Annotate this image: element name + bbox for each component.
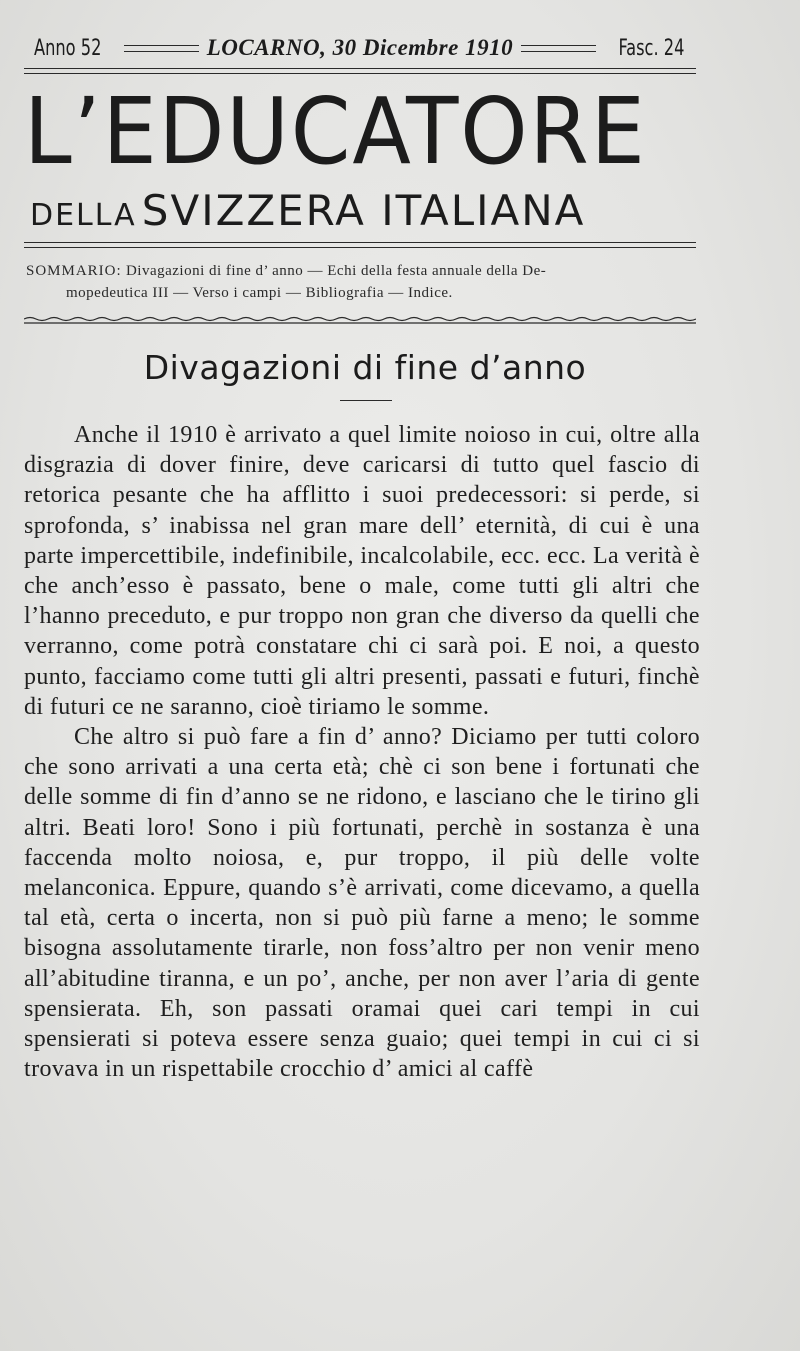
- summary-line-1: Divagazioni di fine d’ anno — Echi della festa annuale della De-: [125, 263, 547, 279]
- place-date: LOCARNO, 30 Dicembre 1910: [206, 35, 514, 60]
- journal-subtitle: [30, 186, 710, 235]
- summary-line-2: mopedeutica III — Verso i campi — Bibliografia — Indice.: [66, 285, 453, 301]
- title-underline: [340, 400, 392, 401]
- masthead-dash-left: [124, 45, 199, 52]
- table-of-contents: [26, 260, 698, 304]
- journal-title: L’EDUCATORE: [24, 78, 647, 185]
- fascicle-number: Fasc. 24: [618, 35, 685, 61]
- subtitle-region: SVIZZERA ITALIANA: [141, 186, 586, 235]
- summary-label: SOMMARIO:: [26, 263, 122, 279]
- article-paragraph-1: Anche il 1910 è arrivato a quel limite noioso in cui, oltre alla disgrazia di dover finire, deve caricarsi di tutto quel fascio di retorica pesante che ha afflitto i suoi predecessori: si perde, si sprofonda, s’ inabissa nel gran mare dell’ eternità, di cui è una parte impercettibile, indefinibile, incalcolabile, ecc. ecc. La verità è che anch’esso è passato, bene o male, come tutti gli altri che l’hanno preceduto, e pur troppo non gran che diverso da quelli che verranno, come potrà constatare chi ci sarà poi. E noi, a questo punto, facciamo come tutti gli altri presenti, passati e futuri, finchè di futuri ce ne saranno, cioè tiriamo le somme.: [24, 422, 700, 720]
- subtitle-della: DELLA: [30, 198, 137, 233]
- wavy-divider: [24, 316, 696, 324]
- masthead-dash-right: [521, 45, 596, 52]
- title-rule: [24, 242, 696, 248]
- issue-year: Anno 52: [34, 35, 102, 61]
- masthead: [34, 30, 684, 66]
- article-body: [24, 420, 700, 1084]
- masthead-rule: [24, 68, 696, 74]
- article-title: Divagazioni di fine d’anno: [143, 348, 587, 387]
- article-paragraph-2: Che altro si può fare a fin d’ anno? Diciamo per tutti coloro che sono arrivati a una certa età; chè ci son bene i fortunati che delle somme di fin d’anno se ne ridono, e lasciano che le tirino gli altri. Beati loro! Sono i più fortunati, perchè in sostanza è una faccenda molto noiosa, e, pur troppo, il più delle volte melanconica. Eppure, quando s’è arrivati, come dicevamo, a quella tal età, certa o incerta, non si può più farne a meno; le somme bisogna assolutamente tirarle, non foss’altro per non venir meno all’abitudine tiranna, e un po’, anche, per non aver l’aria di gente spensierata. Eh, son passati oramai quei cari tempi in cui spensierati si poteva essere senza guaio; quei tempi in cui ci si trovava in un rispettabile crocchio d’ amici al caffè: [24, 724, 700, 1083]
